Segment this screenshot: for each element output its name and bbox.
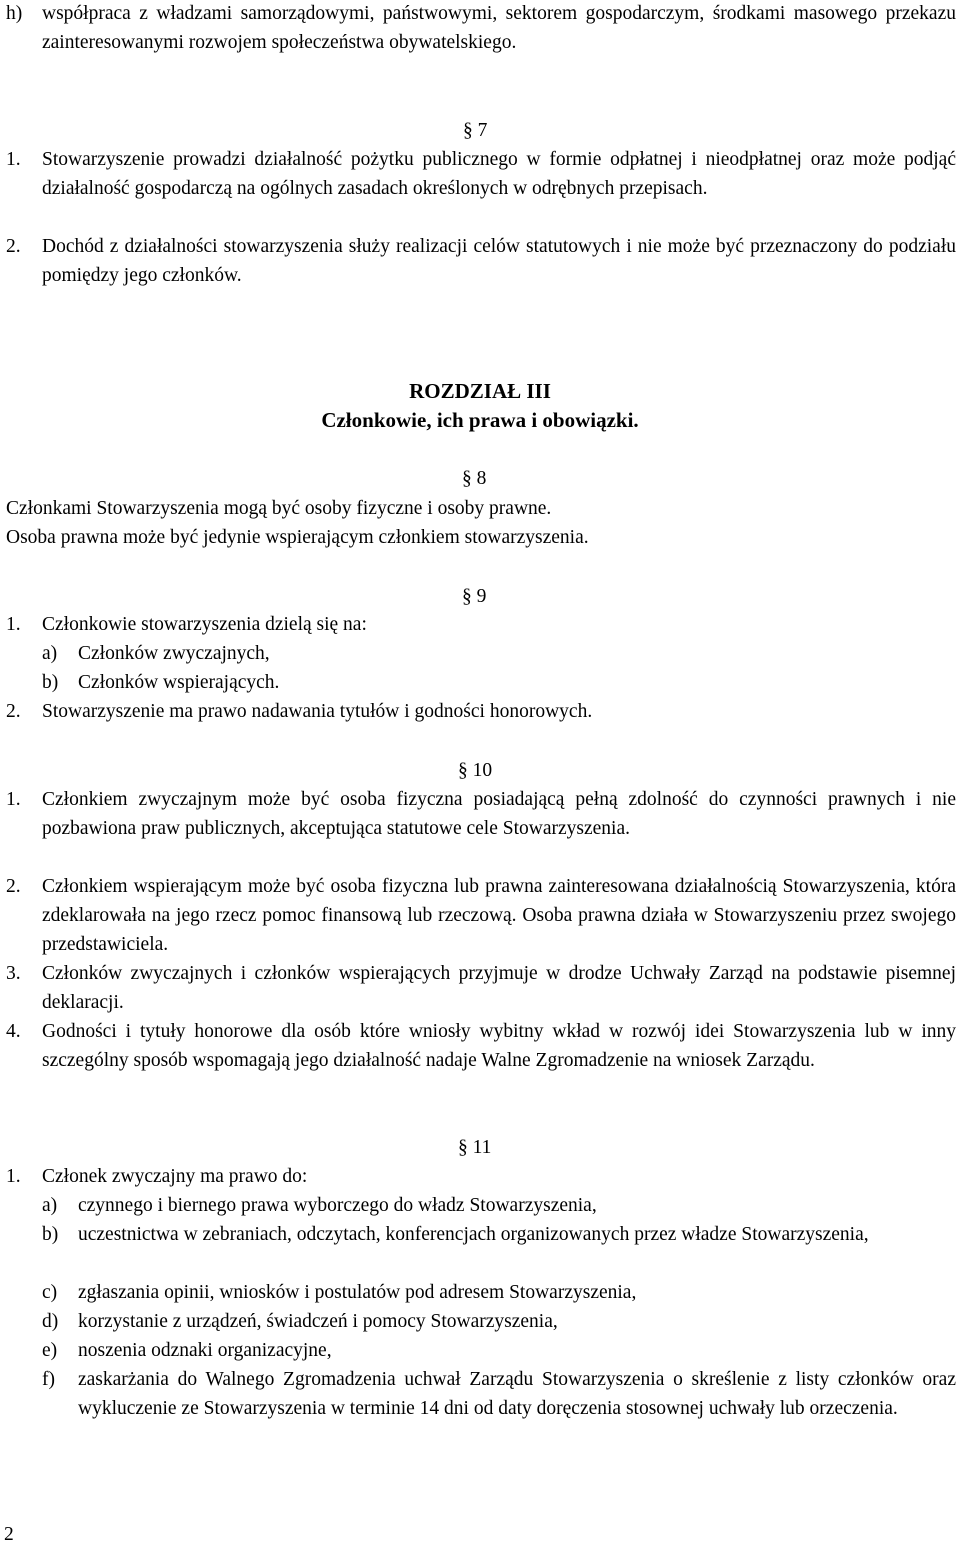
item-text: noszenia odznaki organizacyjne, — [78, 1340, 332, 1361]
list-item-11-b — [42, 1220, 956, 1249]
item-text: uczestnictwa w zebraniach, odczytach, konferencjach organizowanych przez władze Stowarzyszenia, — [78, 1224, 869, 1245]
list-item-11-a — [42, 1191, 956, 1220]
list-item-11-f — [42, 1365, 956, 1423]
paragraph-number: 2. — [6, 236, 21, 257]
item-marker: b) — [42, 672, 59, 693]
paragraph-9-1 — [6, 610, 956, 639]
paragraph-number: 4. — [6, 1021, 21, 1042]
item-marker: d) — [42, 1311, 59, 1332]
item-text: korzystanie z urządzeń, świadczeń i pomocy Stowarzyszenia, — [78, 1311, 558, 1332]
chapter-subtitle: Członkowie, ich prawa i obowiązki. — [321, 408, 639, 432]
paragraph-text: Stowarzyszenie ma prawo nadawania tytułów i godności honorowych. — [42, 701, 593, 722]
item-marker: f) — [42, 1369, 55, 1390]
item-marker: a) — [42, 1195, 58, 1216]
paragraph-text: Członkiem zwyczajnym może być osoba fizyczna posiadającą pełną zdolność do czynności prawnych i nie pozbawiona praw publicznych, akceptująca statutowe cele Stowarzyszenia. — [42, 789, 956, 839]
item-text: Członków wspierających. — [78, 672, 280, 693]
paragraph-text: Dochód z działalności stowarzyszenia służy realizacji celów statutowych i nie może być przeznaczony do podziału pomiędzy jego członków. — [42, 236, 956, 286]
paragraph-number: 2. — [6, 876, 21, 897]
paragraph-10-1 — [6, 785, 956, 843]
section-sign-9: § 9 — [462, 586, 487, 607]
paragraph-10-3 — [6, 959, 956, 1017]
item-marker: a) — [42, 643, 58, 664]
paragraph-number: 3. — [6, 963, 21, 984]
chapter-title: ROZDZIAŁ III — [409, 379, 551, 403]
item-text: Członków zwyczajnych, — [78, 643, 270, 664]
list-item-9-a — [42, 639, 956, 668]
section-sign-10: § 10 — [458, 760, 493, 781]
item-marker: h) — [6, 3, 23, 24]
paragraph-text: Godności i tytuły honorowe dla osób które wniosły wybitny wkład w rozwój idei Stowarzyszenia lub w inny szczególny sposób wspomagają jego działalność nadaje Walne Zgromadzenie na wniosek Zarządu. — [42, 1021, 956, 1071]
paragraph-7-1 — [6, 145, 956, 203]
paragraph-number: 1. — [6, 149, 21, 170]
paragraph-number: 1. — [6, 789, 21, 810]
list-item-h — [6, 0, 956, 57]
paragraph-text: Członkowie stowarzyszenia dzielą się na: — [42, 614, 367, 635]
item-text: zgłaszania opinii, wniosków i postulatów pod adresem Stowarzyszenia, — [78, 1282, 637, 1303]
item-text: zaskarżania do Walnego Zgromadzenia uchwał Zarządu Stowarzyszenia o skreślenie z listy członków oraz wykluczenie ze Stowarzyszenia w terminie 14 dni od daty doręczenia stosownej uchwały lub orzeczenia. — [78, 1369, 956, 1419]
item-text: współpraca z władzami samorządowymi, państwowymi, sektorem gospodarczym, środkami masowego przekazu zainteresowanymi rozwojem społeczeństwa obywatelskiego. — [42, 3, 956, 53]
section-sign-11: § 11 — [458, 1137, 492, 1158]
paragraph-11-1 — [6, 1162, 956, 1191]
item-text: czynnego i biernego prawa wyborczego do władz Stowarzyszenia, — [78, 1195, 597, 1216]
item-marker: b) — [42, 1224, 59, 1245]
paragraph-text: Członkiem wspierającym może być osoba fizyczna lub prawna zainteresowana działalnością Stowarzyszenia, która zdeklarowała na jego rzecz pomoc finansową lub rzeczową. Osoba prawna działa w Stowarzyszeniu przez swojego przedstawiciela. — [42, 876, 956, 955]
paragraph-9-2 — [6, 697, 956, 726]
paragraph-text: Stowarzyszenie prowadzi działalność pożytku publicznego w formie odpłatnej i nieodpłatnej oraz może podjąć działalność gospodarczą na ogólnych zasadach określonych w odrębnych przepisach. — [42, 149, 956, 199]
section-sign-8: § 8 — [462, 468, 487, 489]
paragraph-number: 1. — [6, 614, 21, 635]
section-sign-7: § 7 — [463, 120, 488, 141]
list-item-11-e — [42, 1336, 956, 1365]
list-item-11-c — [42, 1278, 956, 1307]
list-item-11-d — [42, 1307, 956, 1336]
paragraph-10-2 — [6, 872, 956, 959]
list-item-9-b — [42, 668, 956, 697]
paragraph-number: 2. — [6, 701, 21, 722]
item-marker: c) — [42, 1282, 58, 1303]
paragraph-number: 1. — [6, 1166, 21, 1187]
paragraph-text: Członek zwyczajny ma prawo do: — [42, 1166, 308, 1187]
paragraph-8-line-1: Członkami Stowarzyszenia mogą być osoby fizyczne i osoby prawne. — [6, 498, 552, 519]
paragraph-text: Członków zwyczajnych i członków wspierających przyjmuje w drodze Uchwały Zarząd na podstawie pisemnej deklaracji. — [42, 963, 956, 1013]
item-marker: e) — [42, 1340, 58, 1361]
page-number: 2 — [4, 1524, 14, 1545]
paragraph-7-2 — [6, 232, 956, 290]
paragraph-10-4 — [6, 1017, 956, 1075]
paragraph-8-line-2: Osoba prawna może być jedynie wspierającym członkiem stowarzyszenia. — [6, 527, 589, 548]
